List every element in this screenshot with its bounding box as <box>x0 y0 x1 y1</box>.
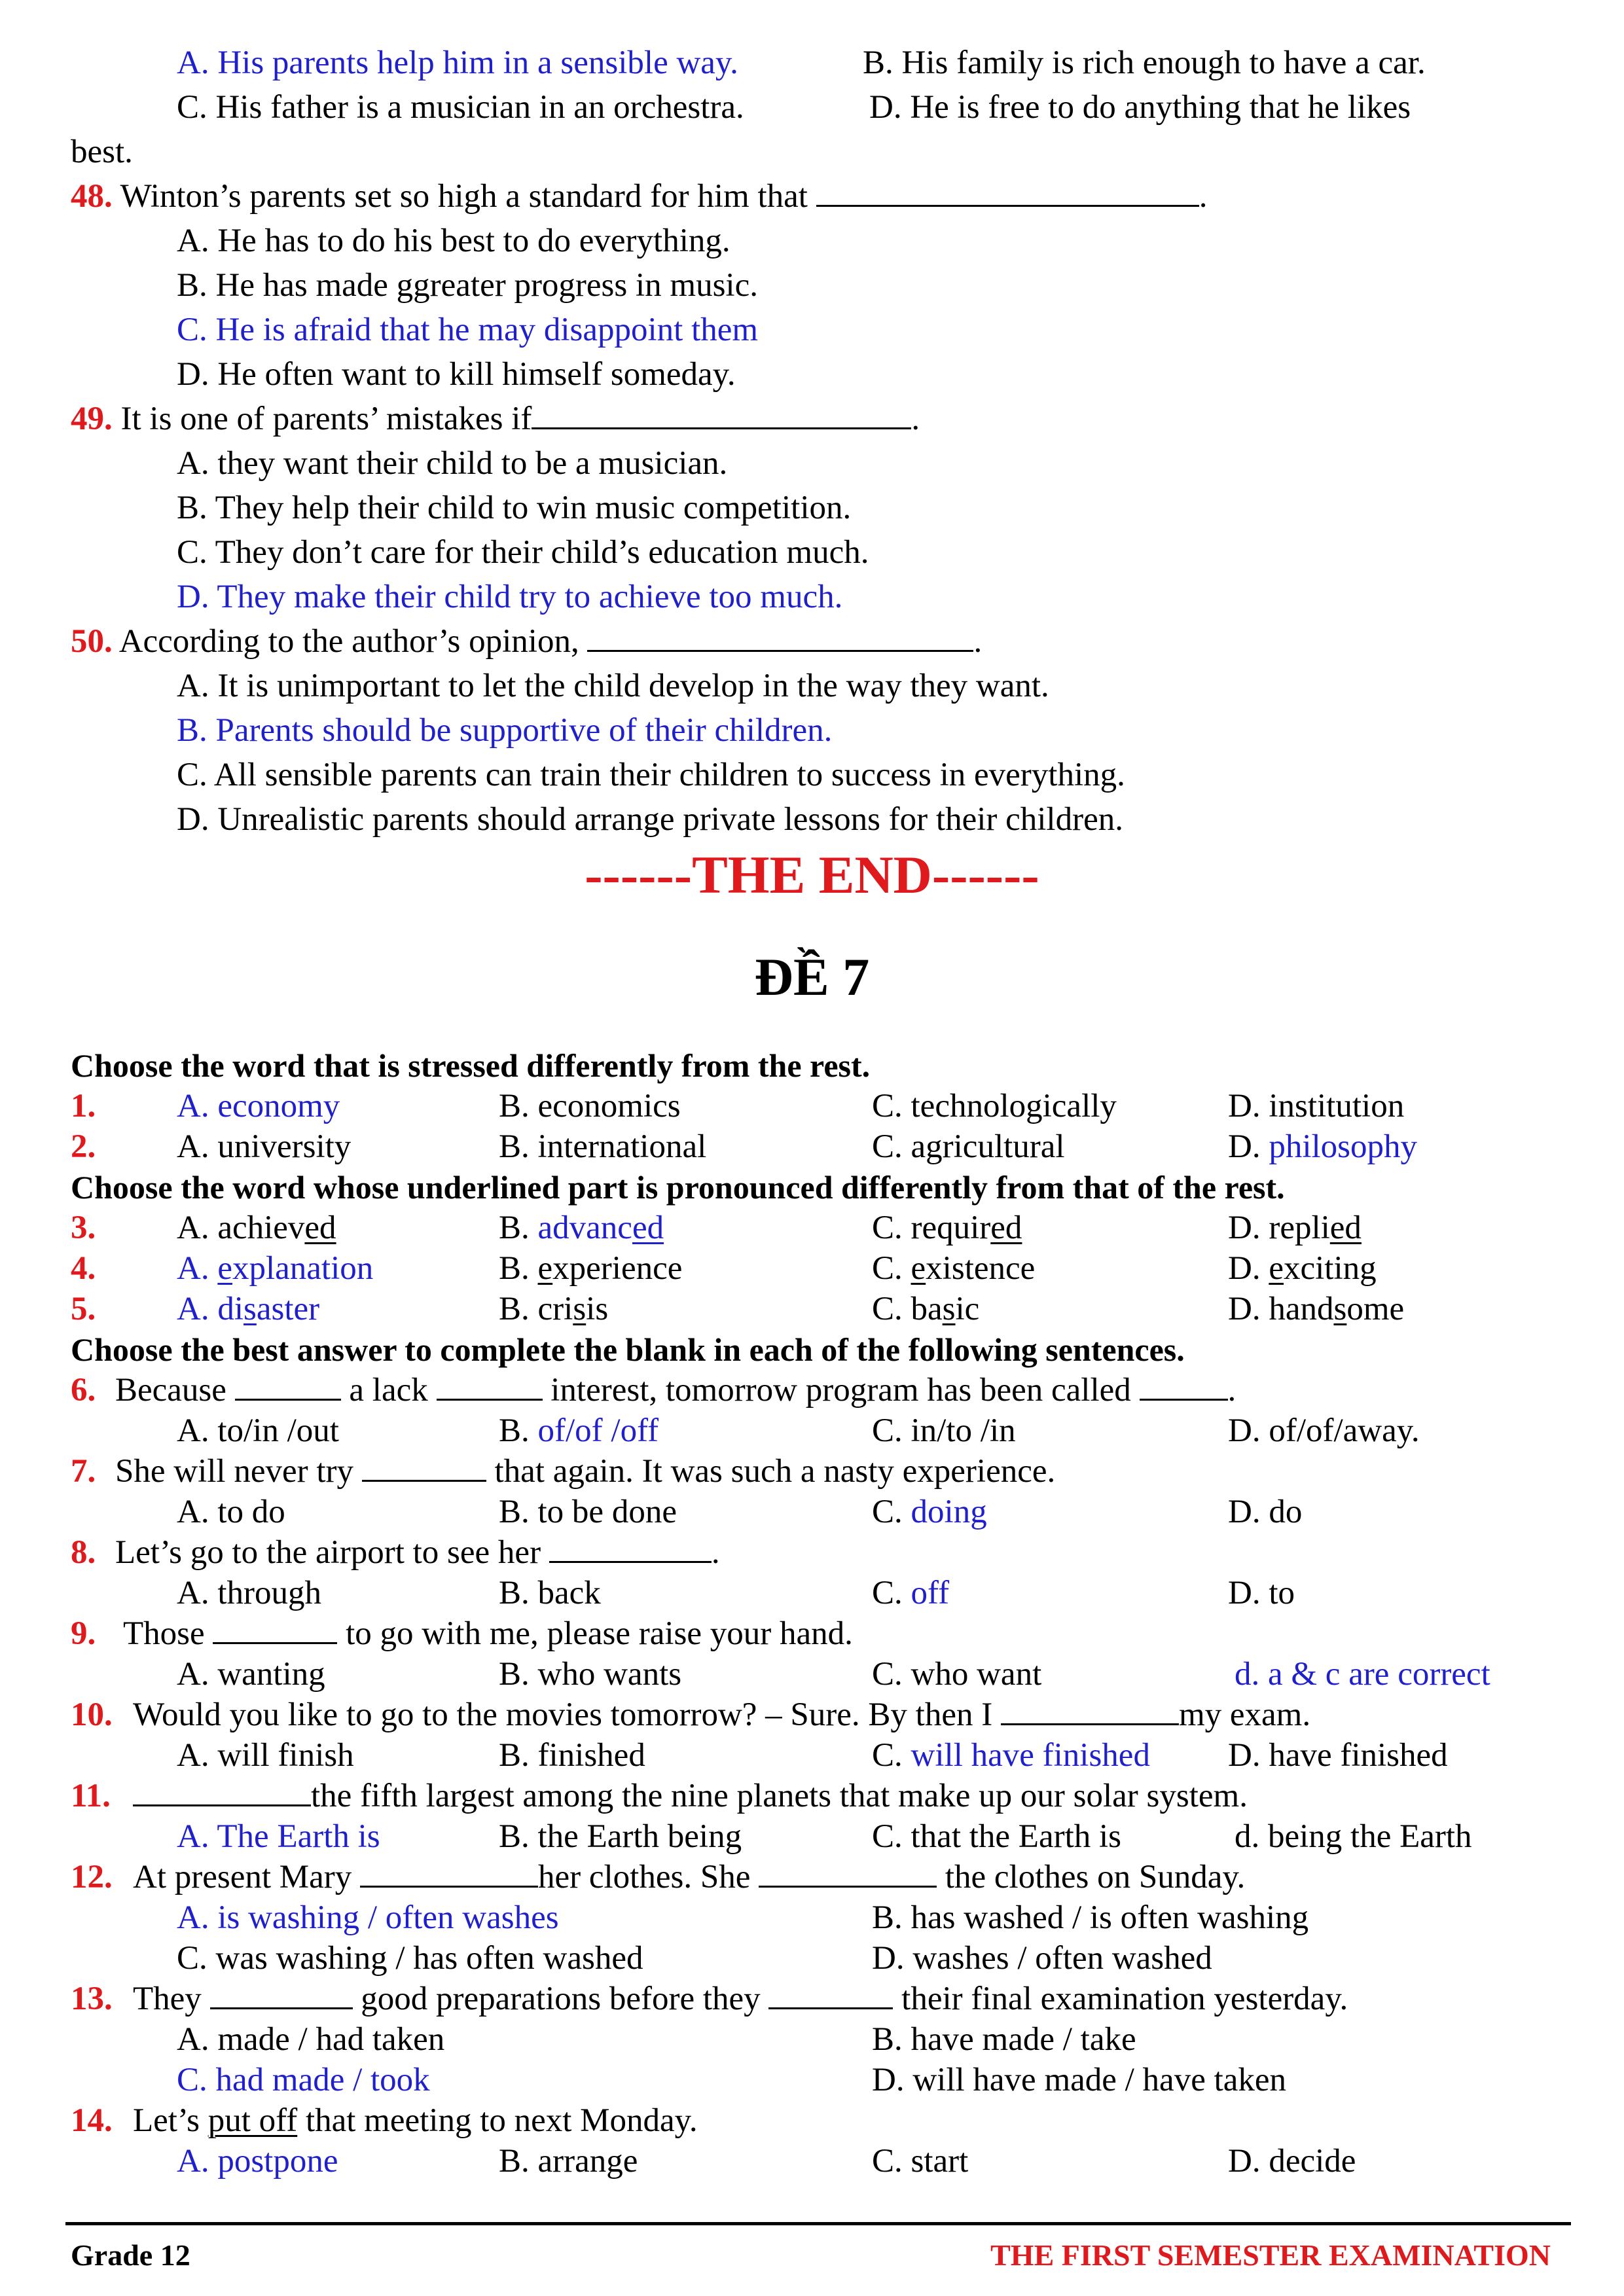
q2-option-b: B. international <box>499 1128 707 1165</box>
punctuation: . <box>973 623 983 660</box>
q5-option-a: A. disaster <box>177 1291 320 1327</box>
q3-option-d: D. replied <box>1228 1210 1362 1246</box>
q13-option-b: B. have made / take <box>872 2021 1136 2058</box>
q13-option-c: C. had made / took <box>177 2062 430 2098</box>
q5-option-c: C. basic <box>872 1291 980 1327</box>
q2-option-d: D. philosophy <box>1228 1128 1418 1165</box>
q14-option-a: A. postpone <box>177 2143 338 2179</box>
q50-option-a: A. It is unimportant to let the child develop in the way they want. <box>177 668 1049 704</box>
q48-option-c: C. He is afraid that he may disappoint them <box>177 312 759 348</box>
question-number: 49. <box>71 401 113 437</box>
q13-option-d: D. will have made / have taken <box>872 2062 1287 2098</box>
question-6: 6. Because a lack interest, tomorrow program has been called . <box>71 1372 1236 1408</box>
q1-option-d: D. institution <box>1228 1088 1405 1124</box>
q1-option-c: C. technologically <box>872 1088 1117 1124</box>
q7-option-c: C. doing <box>872 1494 987 1530</box>
q4-option-b: B. experience <box>499 1250 683 1287</box>
question-number: 5. <box>71 1291 96 1327</box>
q14-option-b: B. arrange <box>499 2143 638 2179</box>
question-text: It is one of parents’ mistakes if <box>120 401 532 437</box>
exam-title: ĐỀ 7 <box>754 947 870 1007</box>
q4-option-a: A. explanation <box>177 1250 374 1287</box>
q12-option-a: A. is washing / often washes <box>177 1899 559 1936</box>
q48-option-a: A. He has to do his best to do everything. <box>177 223 731 259</box>
q4-option-d: D. exciting <box>1228 1250 1377 1287</box>
section-heading-pronunciation: Choose the word whose underlined part is pronounced differently from that of the rest. <box>71 1169 1285 1206</box>
q7-option-d: D. do <box>1228 1494 1303 1530</box>
question-number: 3. <box>71 1210 96 1246</box>
question-48 <box>71 177 1207 216</box>
q7-option-b: B. to be done <box>499 1494 677 1530</box>
q12-option-b: B. has washed / is often washing <box>872 1899 1309 1936</box>
q2-option-a: A. university <box>177 1128 352 1165</box>
q11-option-d: d. being the Earth <box>1235 1818 1472 1855</box>
answer-blank <box>816 179 1199 207</box>
q49-option-a: A. they want their child to be a musician. <box>177 445 728 482</box>
question-number: 48. <box>71 178 113 215</box>
question-8: 8. Let’s go to the airport to see her . <box>71 1534 720 1571</box>
section-heading-best-answer: Choose the best answer to complete the blank in each of the following sentences. <box>71 1331 1185 1368</box>
q10-option-c: C. will have finished <box>872 1737 1150 1774</box>
q50-option-c: C. All sensible parents can train their children to success in everything. <box>177 757 1125 793</box>
q3-option-b: B. advanced <box>499 1210 664 1246</box>
q1-option-a: A. economy <box>177 1088 340 1124</box>
q12-option-d: D. washes / often washed <box>872 1940 1212 1977</box>
q11-option-b: B. the Earth being <box>499 1818 742 1855</box>
answer-blank <box>532 401 911 429</box>
q3-option-c: C. required <box>872 1210 1022 1246</box>
q5-option-d: D. handsome <box>1228 1291 1405 1327</box>
q50-option-b: B. Parents should be supportive of their children. <box>177 712 833 749</box>
q5-option-b: B. crisis <box>499 1291 609 1327</box>
q11-option-a: A. The Earth is <box>177 1818 380 1855</box>
q11-option-c: C. that the Earth is <box>872 1818 1122 1855</box>
q8-option-c: C. off <box>872 1575 950 1611</box>
q13-option-a: A. made / had taken <box>177 2021 445 2058</box>
q4-option-c: C. existence <box>872 1250 1036 1287</box>
q6-option-a: A. to/in /out <box>177 1412 339 1449</box>
section-heading-stress: Choose the word that is stressed differently from the rest. <box>71 1047 871 1084</box>
q47-option-c: C. His father is a musician in an orchestra. <box>177 89 744 126</box>
q48-option-d: D. He often want to kill himself someday. <box>177 356 736 393</box>
q6-option-d: D. of/of/away. <box>1228 1412 1420 1449</box>
q2-option-c: C. agricultural <box>872 1128 1065 1165</box>
q50-option-d: D. Unrealistic parents should arrange private lessons for their children. <box>177 801 1123 838</box>
q49-option-c: C. They don’t care for their child’s education much. <box>177 534 869 571</box>
punctuation: . <box>911 401 920 437</box>
q10-option-b: B. finished <box>499 1737 645 1774</box>
q8-option-a: A. through <box>177 1575 321 1611</box>
q9-option-d: d. a & c are correct <box>1235 1656 1490 1693</box>
question-11: 11. the fifth largest among the nine planets that make up our solar system. <box>71 1778 1248 1814</box>
q47-option-d: D. He is free to do anything that he likes <box>869 89 1411 126</box>
q1-option-b: B. economics <box>499 1088 681 1124</box>
q49-option-b: B. They help their child to win music competition. <box>177 490 852 526</box>
question-9: 9. Those to go with me, please raise your hand. <box>71 1615 853 1652</box>
q8-option-b: B. back <box>499 1575 601 1611</box>
q6-option-c: C. in/to /in <box>872 1412 1016 1449</box>
question-14: 14. Let’s put off that meeting to next Monday. <box>71 2102 698 2139</box>
footer-grade: Grade 12 <box>71 2238 190 2272</box>
q47-option-d-continued: best. <box>71 134 133 170</box>
question-7: 7. She will never try that again. It was such a nasty experience. <box>71 1453 1056 1490</box>
footer-exam-title: THE FIRST SEMESTER EXAMINATION <box>990 2238 1551 2272</box>
q12-option-c: C. was washing / has often washed <box>177 1940 643 1977</box>
question-number: 1. <box>71 1088 96 1124</box>
question-50 <box>71 622 982 661</box>
q6-option-b: B. of/of /off <box>499 1412 659 1449</box>
q47-option-b: B. His family is rich enough to have a car. <box>863 45 1426 81</box>
question-text: According to the author’s opinion, <box>118 623 579 660</box>
q3-option-a: A. achieved <box>177 1210 336 1246</box>
q7-option-a: A. to do <box>177 1494 285 1530</box>
q9-option-a: A. wanting <box>177 1656 325 1693</box>
question-number: 50. <box>71 623 113 660</box>
q49-option-d: D. They make their child try to achieve too much. <box>177 579 843 615</box>
the-end-banner: ------THE END------ <box>585 845 1039 905</box>
q14-option-d: D. decide <box>1228 2143 1356 2179</box>
question-12: 12. At present Mary her clothes. She the clothes on Sunday. <box>71 1859 1246 1895</box>
q9-option-b: B. who wants <box>499 1656 682 1693</box>
q10-option-a: A. will finish <box>177 1737 354 1774</box>
question-13: 13. They good preparations before they their final examination yesterday. <box>71 1981 1348 2017</box>
footer-divider <box>65 2222 1571 2225</box>
q14-option-c: C. start <box>872 2143 969 2179</box>
answer-blank <box>587 624 973 652</box>
question-number: 4. <box>71 1250 96 1287</box>
q10-option-d: D. have finished <box>1228 1737 1448 1774</box>
q48-option-b: B. He has made ggreater progress in music. <box>177 267 758 304</box>
question-text: Winton’s parents set so high a standard for him that <box>120 178 808 215</box>
question-10: 10. Would you like to go to the movies tomorrow? – Sure. By then I my exam. <box>71 1696 1311 1733</box>
q47-option-a: A. His parents help him in a sensible way. <box>177 45 738 81</box>
punctuation: . <box>1199 178 1208 215</box>
q9-option-c: C. who want <box>872 1656 1042 1693</box>
q8-option-d: D. to <box>1228 1575 1295 1611</box>
question-number: 2. <box>71 1128 96 1165</box>
question-49 <box>71 399 920 439</box>
